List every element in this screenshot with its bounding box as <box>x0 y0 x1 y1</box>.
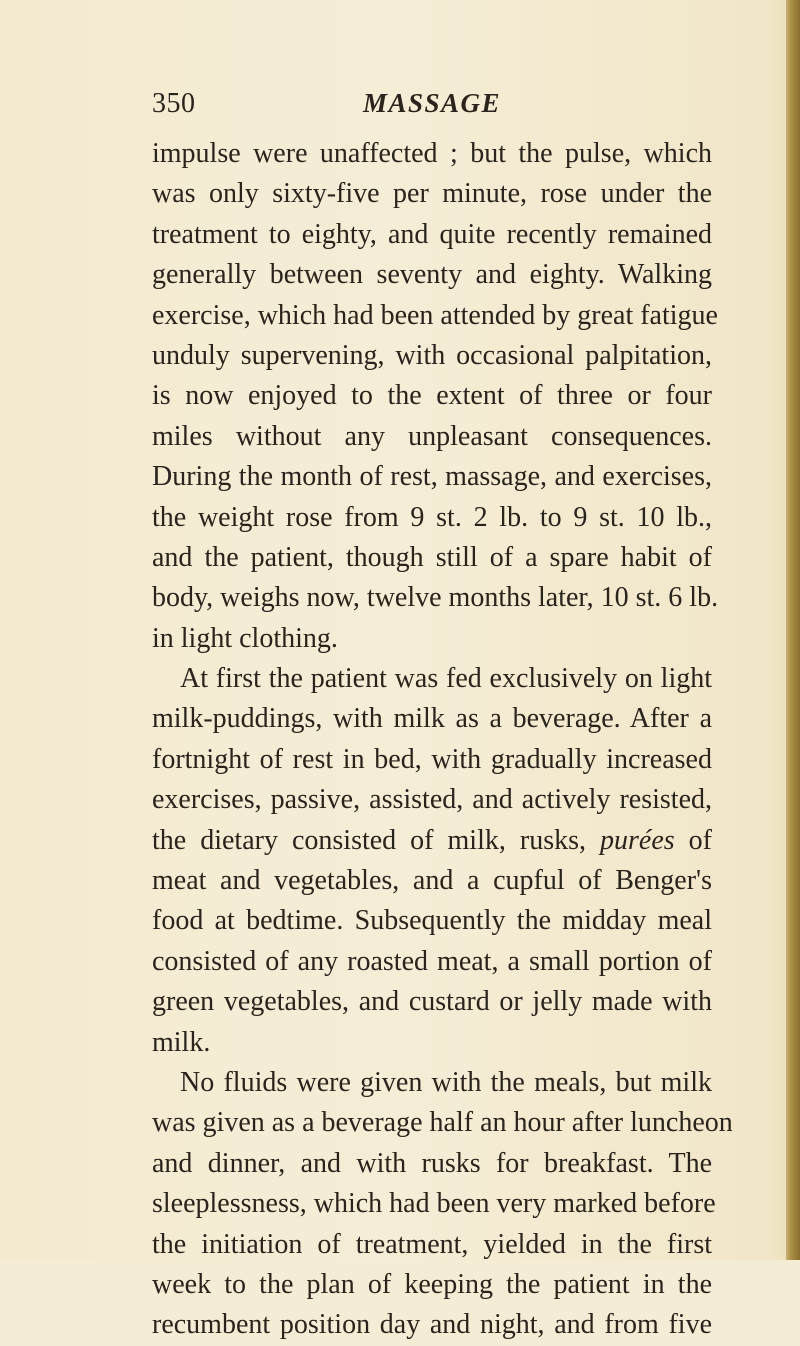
text-line: exercises, passive, assisted, and actively resisted, <box>152 784 712 816</box>
text-line: the initiation of treatment, yielded in the first <box>152 1228 712 1260</box>
text-line: During the month of rest, massage, and exercises, <box>152 461 712 493</box>
text-line: is now enjoyed to the extent of three or four <box>152 380 712 412</box>
text-line: meat and vegetables, and a cupful of Benger's <box>152 865 712 897</box>
text-line: At first the patient was fed exclusively on light <box>180 663 712 695</box>
text-run: the dietary consisted of milk, rusks, <box>152 824 600 856</box>
text-line: miles without any unpleasant consequences. <box>152 420 712 452</box>
text-line: exercise, which had been attended by great fatigue <box>152 299 718 331</box>
text-line: generally between seventy and eighty. Walking <box>152 259 712 291</box>
text-line: the weight rose from 9 st. 2 lb. to 9 st. 10 lb., <box>152 501 712 533</box>
text-line: No fluids were given with the meals, but milk <box>180 1066 712 1098</box>
text-line: fortnight of rest in bed, with gradually increased <box>152 743 712 775</box>
text-line: milk. <box>152 1026 211 1058</box>
text-line: green vegetables, and custard or jelly made with <box>152 986 712 1018</box>
text-line: consisted of any roasted meat, a small portion of <box>152 945 712 977</box>
page-edge <box>786 0 800 1260</box>
text-line: recumbent position day and night, and from five <box>152 1309 712 1341</box>
text-line: unduly supervening, with occasional palpitation, <box>152 339 712 371</box>
running-title: MASSAGE <box>362 88 502 118</box>
text-line: in light clothing. <box>152 622 338 654</box>
text-line: impulse were unaffected ; but the pulse, which <box>152 138 712 169</box>
text-line: sleeplessness, which had been very marked before <box>152 1188 716 1220</box>
body-text <box>152 134 733 1346</box>
text-run: of <box>674 824 712 856</box>
italic-word: purées <box>600 824 675 856</box>
page-number: 350 <box>152 88 196 119</box>
text-line: treatment to eighty, and quite recently remained <box>152 218 712 250</box>
text-line: food at bedtime. Subsequently the midday meal <box>152 905 712 937</box>
text-line: body, weighs now, twelve months later, 10 st. 6 lb. <box>152 582 719 614</box>
text-line: and the patient, though still of a spare habit of <box>152 541 712 573</box>
text-line: and dinner, and with rusks for breakfast. The <box>152 1147 712 1179</box>
page-header <box>152 88 712 124</box>
text-line: was given as a beverage half an hour after luncheon <box>152 1107 733 1139</box>
text-line: was only sixty-five per minute, rose under the <box>152 178 712 210</box>
text-line <box>152 821 712 861</box>
text-line: milk-puddings, with milk as a beverage. After a <box>152 703 712 735</box>
text-line: week to the plan of keeping the patient in the <box>152 1268 712 1300</box>
